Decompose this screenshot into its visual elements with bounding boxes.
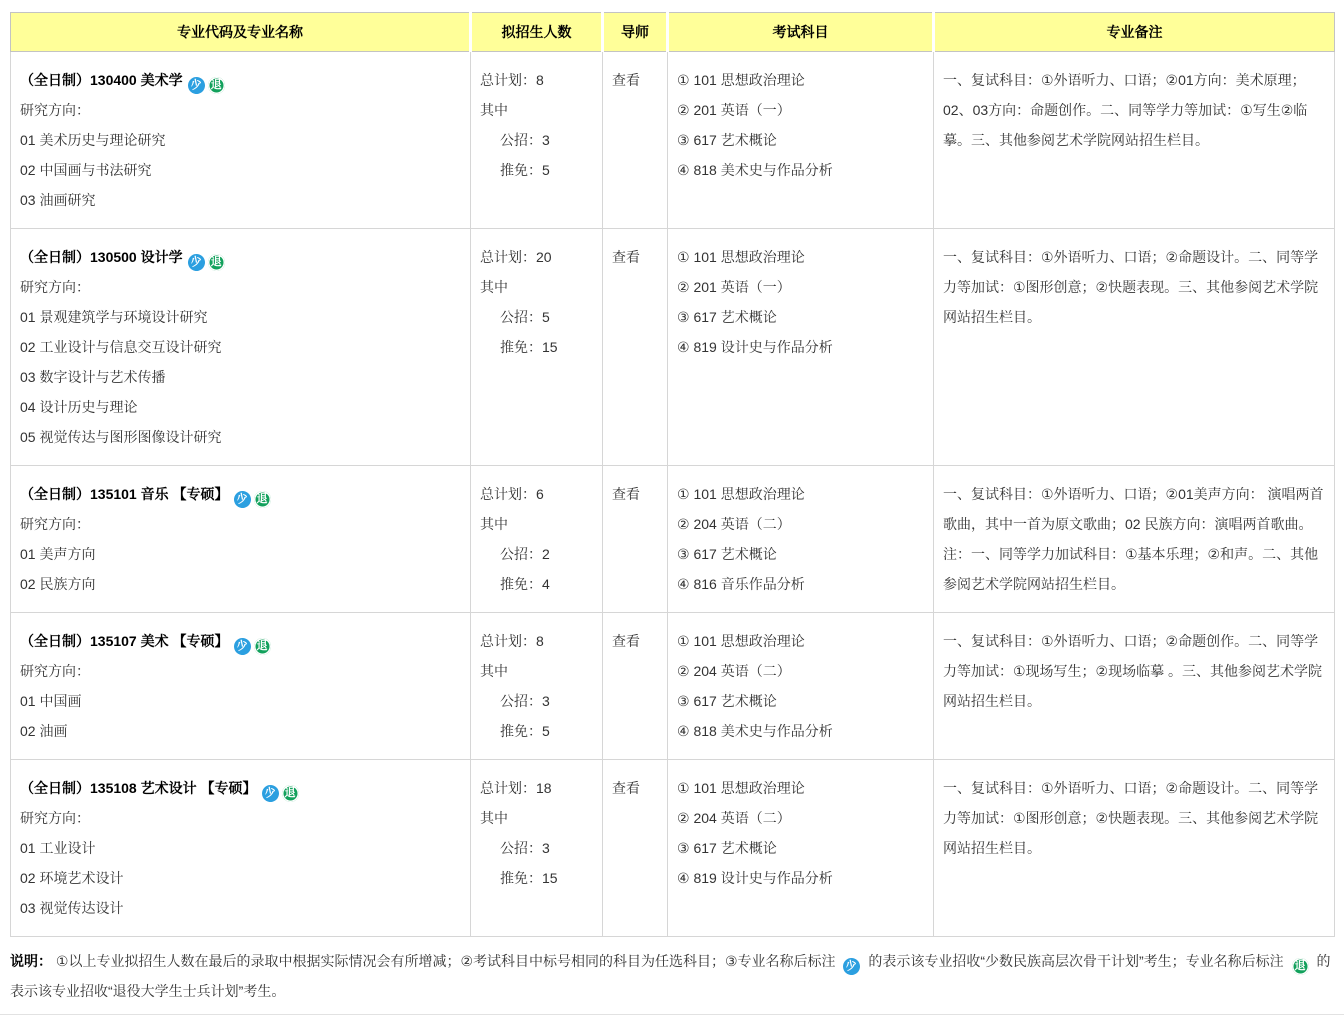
minority-plan-icon: 少 <box>232 636 252 656</box>
subjects-cell <box>668 613 934 760</box>
exam-subject-item: ① 101 思想政治理论 <box>677 486 805 502</box>
table-row <box>11 229 1335 466</box>
enrollment-total: 总计划：8 <box>480 72 544 88</box>
enrollment-cell <box>471 52 603 229</box>
major-title-line <box>20 626 461 656</box>
enrollment-exempt: 推免：5 <box>500 162 550 178</box>
research-direction-item: 01 中国画 <box>20 693 82 709</box>
footnote <box>10 946 1334 1006</box>
col-header-enrollment: 拟招生人数 <box>471 13 603 52</box>
remarks-cell <box>934 466 1335 613</box>
enrollment-among-label: 其中 <box>480 663 508 679</box>
enrollment-exempt: 推免：15 <box>500 339 558 355</box>
research-directions-label: 研究方向： <box>20 663 90 679</box>
research-direction-item: 01 美声方向 <box>20 546 96 562</box>
enrollment-among-label: 其中 <box>480 102 508 118</box>
exam-subject-item: ③ 617 艺术概论 <box>677 840 777 856</box>
major-title: （全日制）130400 美术学 <box>20 72 183 88</box>
tutor-line <box>612 626 658 656</box>
table-body <box>11 52 1335 937</box>
tutor-cell <box>603 52 668 229</box>
major-remark-text: 一、复试科目：①外语听力、口语；②命题创作。二、同等学力等加试：①现场写生；②现场临摹 。三、其他参阅艺术学院网站招生栏目。 <box>943 633 1322 709</box>
enrollment-cell <box>471 466 603 613</box>
subjects-cell <box>668 52 934 229</box>
research-directions-label: 研究方向： <box>20 279 90 295</box>
subjects-cell <box>668 760 934 937</box>
tutor-cell <box>603 613 668 760</box>
exam-subject-item: ④ 816 音乐作品分析 <box>677 576 805 592</box>
tutor-line <box>612 479 658 509</box>
major-title: （全日制）130500 设计学 <box>20 249 183 265</box>
research-direction-item: 05 视觉传达与图形图像设计研究 <box>20 429 222 445</box>
enrollment-total: 总计划：8 <box>480 633 544 649</box>
research-directions-label: 研究方向： <box>20 810 90 826</box>
major-remark-text: 一、复试科目：①外语听力、口语；②01方向：美术原理；02、03方向：命题创作。二、同等学力等加试：①写生②临摹。三、其他参阅艺术学院网站招生栏目。 <box>943 72 1308 148</box>
tutor-view-link[interactable]: 查看 <box>612 72 640 88</box>
header-row <box>11 13 1335 52</box>
table-row <box>11 466 1335 613</box>
research-direction-item: 01 景观建筑学与环境设计研究 <box>20 309 208 325</box>
veteran-plan-icon: 退 <box>282 785 299 802</box>
minority-plan-icon: 少 <box>186 252 206 272</box>
enrollment-among-label: 其中 <box>480 810 508 826</box>
enrollment-public: 公招：3 <box>500 132 550 148</box>
major-title: （全日制）135107 美术 【专硕】 <box>20 633 229 649</box>
table-row <box>11 613 1335 760</box>
research-direction-item: 01 工业设计 <box>20 840 96 856</box>
enrollment-exempt: 推免：4 <box>500 576 550 592</box>
exam-subject-item: ① 101 思想政治理论 <box>677 780 805 796</box>
minority-plan-icon: 少 <box>842 956 862 976</box>
exam-subject-item: ④ 818 美术史与作品分析 <box>677 162 833 178</box>
exam-subject-item: ② 204 英语（二） <box>677 810 791 826</box>
research-direction-item: 03 视觉传达设计 <box>20 900 124 916</box>
enrollment-public: 公招：2 <box>500 546 550 562</box>
table-row <box>11 760 1335 937</box>
tutor-cell <box>603 760 668 937</box>
col-header-major: 专业代码及专业名称 <box>11 13 471 52</box>
tutor-view-link[interactable]: 查看 <box>612 780 640 796</box>
tutor-view-link[interactable]: 查看 <box>612 633 640 649</box>
exam-subject-item: ③ 617 艺术概论 <box>677 132 777 148</box>
research-direction-item: 03 油画研究 <box>20 192 96 208</box>
major-cell <box>11 229 471 466</box>
research-directions-label: 研究方向： <box>20 102 90 118</box>
research-direction-item: 02 民族方向 <box>20 576 96 592</box>
enrollment-among-label: 其中 <box>480 516 508 532</box>
enrollment-total: 总计划：6 <box>480 486 544 502</box>
research-direction-item: 02 油画 <box>20 723 68 739</box>
research-direction-item: 01 美术历史与理论研究 <box>20 132 166 148</box>
exam-subject-item: ④ 819 设计史与作品分析 <box>677 339 833 355</box>
exam-subject-item: ② 201 英语（一） <box>677 102 791 118</box>
enrollment-exempt: 推免：5 <box>500 723 550 739</box>
minority-plan-icon: 少 <box>186 75 206 95</box>
major-remark-text: 一、复试科目：①外语听力、口语；②命题设计。二、同等学力等加试：①图形创意；②快题表现。三、其他参阅艺术学院网站招生栏目。 <box>943 780 1319 856</box>
exam-subject-item: ① 101 思想政治理论 <box>677 72 805 88</box>
col-header-tutor: 导师 <box>603 13 668 52</box>
exam-subject-item: ① 101 思想政治理论 <box>677 633 805 649</box>
tutor-line <box>612 65 658 95</box>
major-title: （全日制）135101 音乐 【专硕】 <box>20 486 229 502</box>
enrollment-public: 公招：3 <box>500 693 550 709</box>
major-title-line <box>20 479 461 509</box>
research-direction-item: 03 数字设计与艺术传播 <box>20 369 166 385</box>
exam-subject-item: ④ 818 美术史与作品分析 <box>677 723 833 739</box>
veteran-plan-icon: 退 <box>254 491 271 508</box>
major-title-line <box>20 773 461 803</box>
exam-subject-item: ② 204 英语（二） <box>677 663 791 679</box>
subjects-cell <box>668 466 934 613</box>
footnote-text-3: 的表示该专业招收“退役大学生士兵计划”考生。 <box>10 953 1331 999</box>
admissions-table <box>10 12 1335 937</box>
research-directions-label: 研究方向： <box>20 516 90 532</box>
col-header-remarks: 专业备注 <box>934 13 1335 52</box>
research-direction-item: 04 设计历史与理论 <box>20 399 138 415</box>
major-cell <box>11 760 471 937</box>
tutor-line <box>612 773 658 803</box>
page-bottom-divider <box>0 1014 1344 1022</box>
enrollment-cell <box>471 613 603 760</box>
major-cell <box>11 613 471 760</box>
research-direction-item: 02 环境艺术设计 <box>20 870 124 886</box>
tutor-view-link[interactable]: 查看 <box>612 486 640 502</box>
minority-plan-icon: 少 <box>232 489 252 509</box>
exam-subject-item: ③ 617 艺术概论 <box>677 693 777 709</box>
major-cell <box>11 52 471 229</box>
major-title-line <box>20 242 461 272</box>
major-cell <box>11 466 471 613</box>
minority-plan-icon: 少 <box>260 783 280 803</box>
major-remark-text: 一、复试科目：①外语听力、口语；②01美声方向： 演唱两首歌曲，其中一首为原文歌曲；02 民族方向：演唱两首歌曲。注：一、同等学力加试科目：①基本乐理；②和声。二、其他参阅艺术学院网站招生栏目。 <box>943 486 1324 592</box>
remarks-cell <box>934 613 1335 760</box>
table-row <box>11 52 1335 229</box>
research-direction-item: 02 工业设计与信息交互设计研究 <box>20 339 222 355</box>
major-title: （全日制）135108 艺术设计 【专硕】 <box>20 780 257 796</box>
footnote-label: 说明： <box>10 953 52 969</box>
enrollment-public: 公招：3 <box>500 840 550 856</box>
major-title-line <box>20 65 461 95</box>
col-header-subjects: 考试科目 <box>668 13 934 52</box>
major-remark-text: 一、复试科目：①外语听力、口语；②命题设计。二、同等学力等加试：①图形创意；②快题表现。三、其他参阅艺术学院网站招生栏目。 <box>943 249 1319 325</box>
tutor-view-link[interactable]: 查看 <box>612 249 640 265</box>
exam-subject-item: ③ 617 艺术概论 <box>677 309 777 325</box>
exam-subject-item: ① 101 思想政治理论 <box>677 249 805 265</box>
enrollment-exempt: 推免：15 <box>500 870 558 886</box>
subjects-cell <box>668 229 934 466</box>
remarks-cell <box>934 760 1335 937</box>
tutor-cell <box>603 466 668 613</box>
enrollment-total: 总计划：20 <box>480 249 552 265</box>
veteran-plan-icon: 退 <box>208 254 225 271</box>
enrollment-total: 总计划：18 <box>480 780 552 796</box>
enrollment-cell <box>471 229 603 466</box>
remarks-cell <box>934 52 1335 229</box>
tutor-cell <box>603 229 668 466</box>
remarks-cell <box>934 229 1335 466</box>
enrollment-cell <box>471 760 603 937</box>
enrollment-public: 公招：5 <box>500 309 550 325</box>
veteran-plan-icon: 退 <box>208 77 225 94</box>
research-direction-item: 02 中国画与书法研究 <box>20 162 152 178</box>
exam-subject-item: ② 201 英语（一） <box>677 279 791 295</box>
enrollment-among-label: 其中 <box>480 279 508 295</box>
exam-subject-item: ② 204 英语（二） <box>677 516 791 532</box>
exam-subject-item: ③ 617 艺术概论 <box>677 546 777 562</box>
veteran-plan-icon: 退 <box>1292 958 1309 975</box>
exam-subject-item: ④ 819 设计史与作品分析 <box>677 870 833 886</box>
footnote-text-1: ①以上专业拟招生人数在最后的录取中根据实际情况会有所增减；②考试科目中标号相同的科目为任选科目；③专业名称后标注 <box>55 953 836 969</box>
table-header <box>11 13 1335 52</box>
footnote-text-2: 的表示该专业招收“少数民族高层次骨干计划”考生；专业名称后标注 <box>868 953 1284 969</box>
veteran-plan-icon: 退 <box>254 638 271 655</box>
tutor-line <box>612 242 658 272</box>
